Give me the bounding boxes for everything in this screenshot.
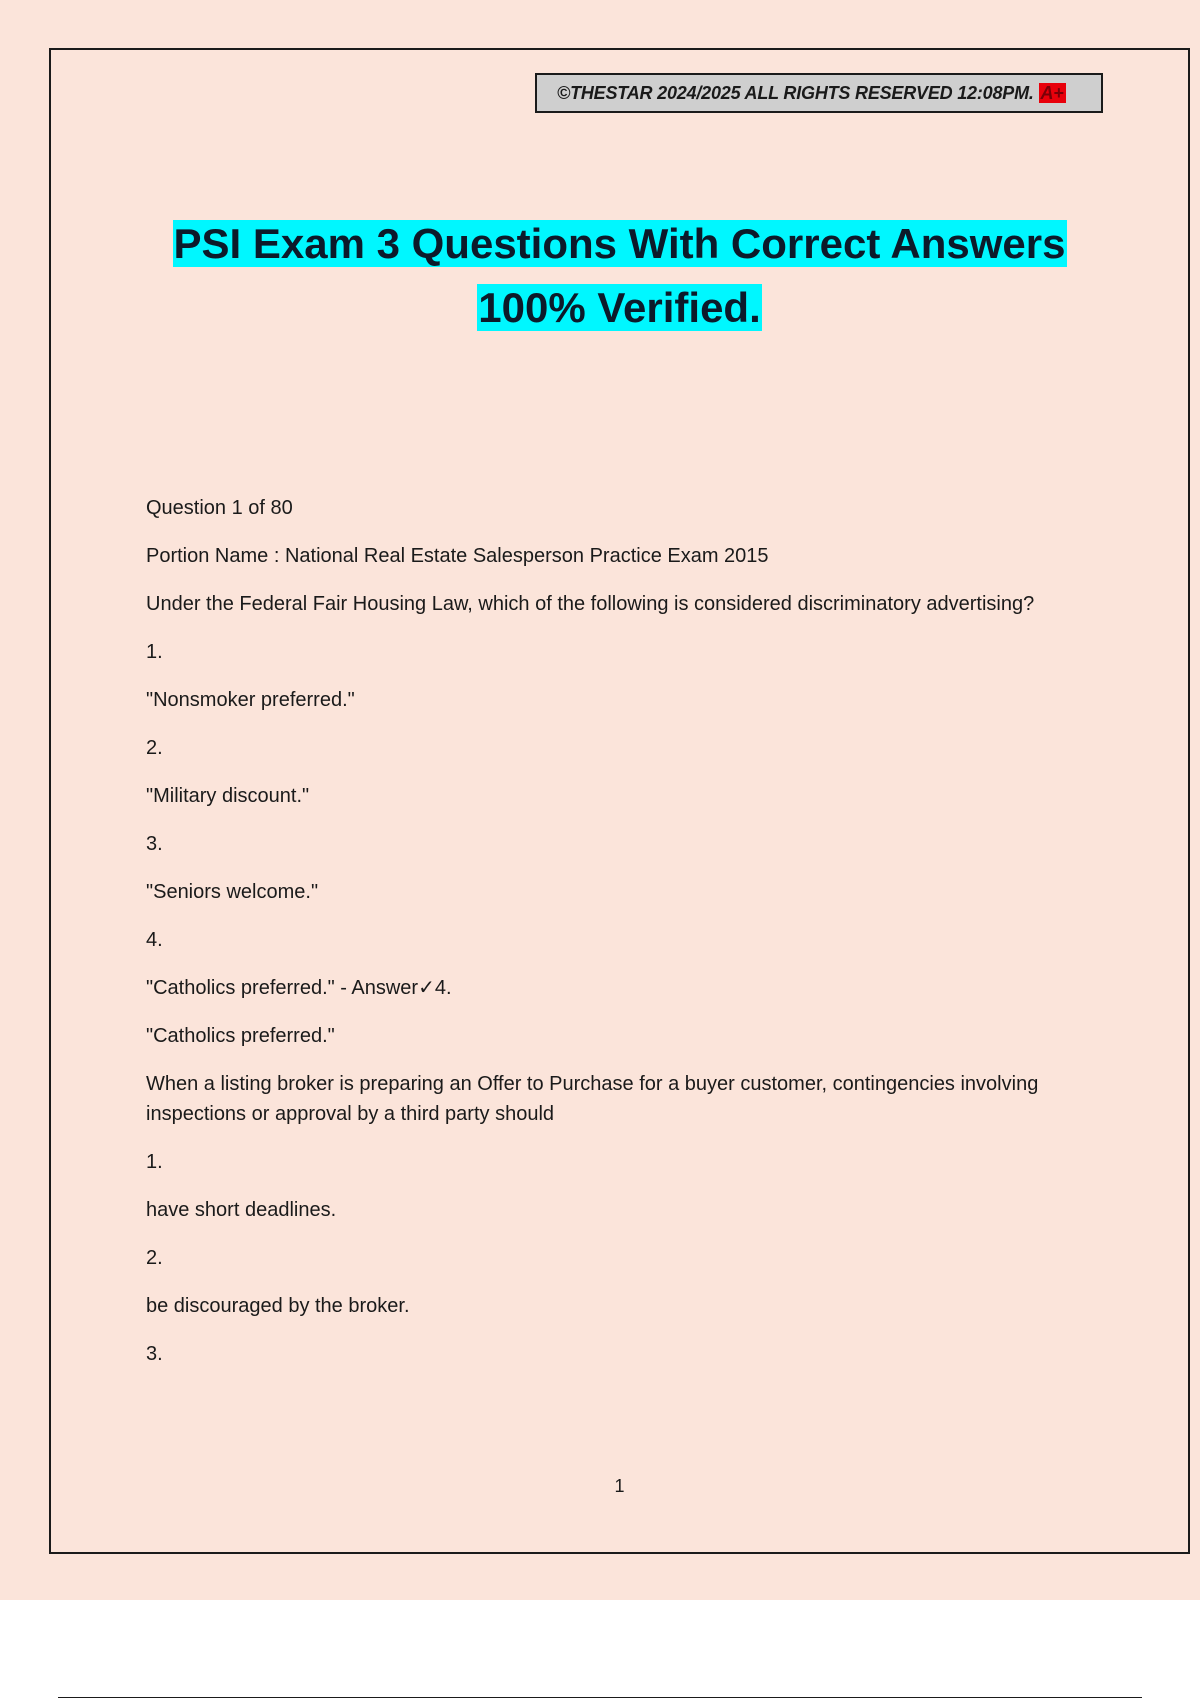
document-title-line-1	[51, 212, 1188, 276]
paragraph: 3.	[146, 1343, 163, 1365]
paragraph: 3.	[146, 833, 163, 855]
paragraph: 2.	[146, 1247, 163, 1269]
title-highlight-2: 100% Verified.	[478, 284, 761, 331]
title-highlight-1: PSI Exam 3 Questions With Correct Answers	[173, 220, 1066, 267]
paragraph: "Catholics preferred."	[146, 1025, 335, 1047]
paragraph: 2.	[146, 737, 163, 759]
paragraph: 4.	[146, 929, 163, 951]
paragraph: "Military discount."	[146, 785, 310, 807]
copyright-banner	[535, 73, 1103, 113]
paragraph: have short deadlines.	[146, 1199, 337, 1221]
page-border-frame	[49, 48, 1190, 1554]
document-body	[146, 493, 1106, 1387]
paragraph: "Seniors welcome."	[146, 881, 319, 903]
footer-divider	[58, 1697, 1142, 1698]
paragraph: be discouraged by the broker.	[146, 1295, 410, 1317]
paragraph: When a listing broker is preparing an Offer to Purchase for a buyer customer, contingencies involving inspections or approval by a third party should	[146, 1073, 1039, 1125]
grade-badge: A+	[1040, 83, 1064, 103]
paragraph: 1.	[146, 641, 163, 663]
paragraph: Question 1 of 80	[146, 497, 293, 519]
paragraph: Portion Name : National Real Estate Salesperson Practice Exam 2015	[146, 545, 769, 567]
paragraph: Under the Federal Fair Housing Law, which of the following is considered discriminatory advertising?	[146, 593, 1035, 615]
page-number: 1	[614, 1476, 625, 1496]
paragraph: 1.	[146, 1151, 163, 1173]
paragraph: "Nonsmoker preferred."	[146, 689, 355, 711]
paragraph: "Catholics preferred." - Answer✓4.	[146, 977, 452, 999]
copyright-text: ©THESTAR 2024/2025 ALL RIGHTS RESERVED 12:08PM.	[557, 83, 1034, 103]
document-title-line-2	[51, 276, 1188, 340]
